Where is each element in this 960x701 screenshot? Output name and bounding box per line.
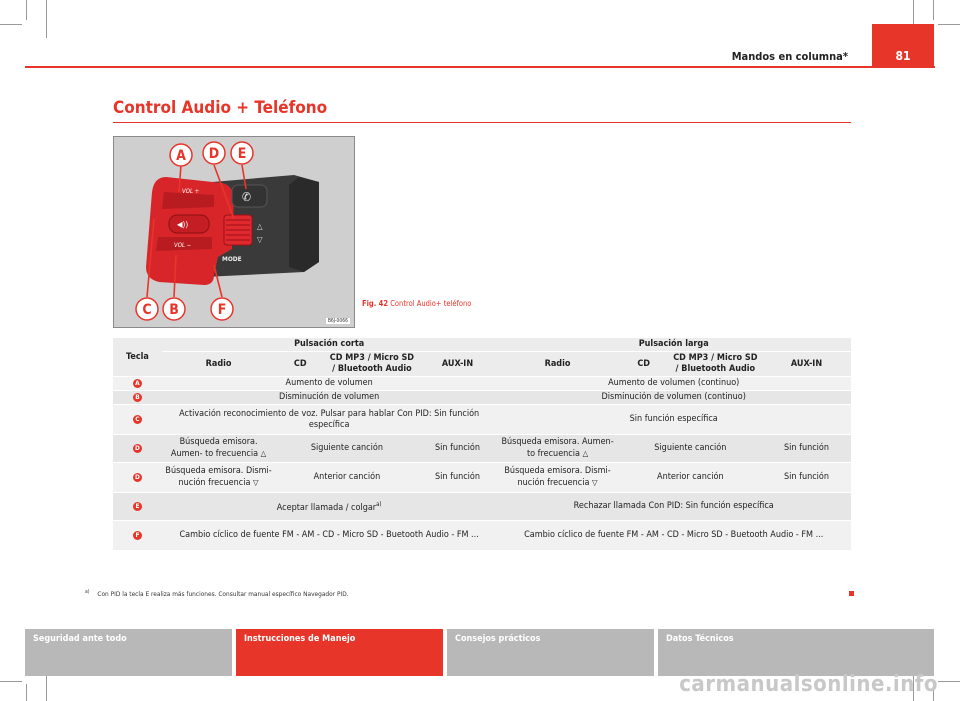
svg-text:▽: ▽	[257, 235, 263, 244]
footnote	[85, 589, 349, 598]
long-press-cell: Disminución de volumen (continuo)	[496, 391, 851, 405]
section-rule	[113, 122, 851, 123]
section-title: Control Audio + Teléfono	[113, 98, 328, 118]
subheader: AUX-IN	[419, 352, 497, 377]
table-cell: Sin función	[762, 463, 851, 493]
crop-mark	[26, 684, 27, 701]
cell-text: Búsqueda emisora. Aumen- to frecuencia	[501, 437, 614, 459]
short-press-cell: Aumento de volumen	[162, 377, 497, 391]
callout-d: D	[208, 146, 220, 162]
crop-mark	[0, 24, 22, 25]
cell-text: Búsqueda emisora. Dismi- nución frecuencia	[165, 466, 272, 488]
crop-mark	[0, 681, 22, 682]
callout-a: A	[176, 148, 186, 164]
triangle-up-icon: △	[260, 449, 267, 458]
table-cell: Sin función	[419, 463, 497, 493]
footer-tab-label: Instrucciones de Manejo	[244, 634, 356, 644]
footer-tab-label: Consejos prácticos	[455, 634, 541, 644]
table-cell: Anterior canción	[619, 463, 762, 493]
footer-tab-technical[interactable]	[658, 629, 934, 676]
table-row	[113, 391, 851, 405]
table-cell: Siguiente canción	[619, 435, 762, 463]
key-badge: D	[133, 444, 142, 453]
callout-f: F	[217, 302, 227, 318]
stalk-label: VOL +	[182, 188, 200, 195]
figure-caption-label: Fig. 42	[362, 299, 389, 308]
cell-text: Aceptar llamada / colgar	[276, 503, 377, 513]
footer-tab-instructions[interactable]	[236, 629, 443, 676]
header-rule	[25, 66, 935, 68]
key-badge: A	[133, 379, 142, 388]
crop-mark	[938, 681, 960, 682]
table-row	[113, 377, 851, 391]
stalk-drawing	[114, 137, 354, 327]
figure-caption-text: Control Audio+ teléfono	[390, 299, 472, 308]
subheader: CD MP3 / Micro SD / Bluetooth Audio	[669, 352, 762, 377]
long-press-cell: Aumento de volumen (continuo)	[496, 377, 851, 391]
key-badge: E	[133, 502, 142, 511]
figure-stalk-illustration	[113, 136, 355, 328]
key-badge: B	[133, 393, 142, 402]
end-of-section-mark	[849, 591, 854, 596]
triangle-up-icon: △	[582, 449, 589, 458]
crop-mark	[933, 0, 934, 20]
triangle-down-icon: ▽	[592, 478, 598, 487]
key-badge: F	[133, 531, 142, 540]
footer-tab-safety[interactable]	[25, 629, 232, 676]
short-press-cell: Disminución de volumen	[162, 391, 497, 405]
header-long-press: Pulsación larga	[496, 338, 851, 352]
cell-text: Búsqueda emisora. Dismi- nución frecuencia	[504, 466, 611, 488]
table-cell: Sin función	[419, 435, 497, 463]
figure-caption	[362, 299, 472, 308]
table-row	[113, 463, 851, 493]
key-badge: C	[133, 415, 142, 424]
subheader: CD	[275, 352, 325, 377]
long-press-cell: Rechazar llamada Con PID: Sin función específica	[496, 493, 851, 521]
table-row	[113, 405, 851, 435]
callout-e: E	[237, 146, 247, 162]
subheader: Radio	[162, 352, 275, 377]
header-tecla: Tecla	[113, 338, 162, 377]
long-press-cell: Sin función específica	[496, 405, 851, 435]
table-row	[113, 435, 851, 463]
watermark: carmanualsonline.info	[679, 672, 938, 697]
subheader: CD	[619, 352, 669, 377]
cell-text: Búsqueda emisora. Aumen- to frecuencia	[170, 437, 259, 459]
key-badge: D	[133, 473, 142, 482]
table-row	[113, 521, 851, 551]
svg-text:✆: ✆	[242, 190, 252, 204]
short-press-cell: Activación reconocimiento de voz. Pulsar para hablar Con PID: Sin función específica	[162, 405, 497, 435]
page-number: 81	[895, 49, 911, 63]
stalk-label: MODE	[222, 255, 242, 263]
table-cell	[496, 435, 618, 463]
crop-mark	[938, 24, 960, 25]
header-short-press: Pulsación corta	[162, 338, 497, 352]
footer-tab-tips[interactable]	[447, 629, 654, 676]
short-press-cell	[162, 493, 497, 521]
figure-code: B6J-0066	[327, 318, 348, 324]
svg-text:△: △	[257, 222, 263, 231]
table-cell: Sin función	[762, 435, 851, 463]
footer-tab-label: Seguridad ante todo	[33, 634, 127, 644]
footnote-mark: a)	[85, 589, 90, 595]
subheader: Radio	[496, 352, 618, 377]
footnote-ref: a)	[376, 501, 382, 508]
short-press-cell: Cambio cíclico de fuente FM - AM - CD - Micro SD - Buetooth Audio - FM ...	[162, 521, 497, 551]
running-header-title: Mandos en columna*	[731, 50, 848, 63]
table-cell	[162, 463, 275, 493]
table-cell	[162, 435, 275, 463]
triangle-down-icon: ▽	[253, 478, 259, 487]
subheader: CD MP3 / Micro SD / Bluetooth Audio	[325, 352, 418, 377]
table-cell: Siguiente canción	[275, 435, 418, 463]
callout-c: C	[142, 302, 152, 318]
table-cell: Anterior canción	[275, 463, 418, 493]
table-cell	[496, 463, 618, 493]
footer-tab-label: Datos Técnicos	[666, 634, 734, 644]
svg-text:◀)): ◀))	[177, 220, 189, 229]
subheader: AUX-IN	[762, 352, 851, 377]
footnote-text: Con PID la tecla E realiza más funciones. Consultar manual específico Navegador PID.	[97, 590, 349, 599]
crop-mark	[46, 676, 47, 701]
crop-mark	[26, 0, 27, 20]
table-row	[113, 493, 851, 521]
crop-mark	[46, 0, 47, 38]
callout-b: B	[169, 302, 179, 318]
stalk-label: VOL −	[174, 242, 192, 249]
controls-table	[113, 338, 851, 551]
long-press-cell: Cambio cíclico de fuente FM - AM - CD - Micro SD - Buetooth Audio - FM ...	[496, 521, 851, 551]
